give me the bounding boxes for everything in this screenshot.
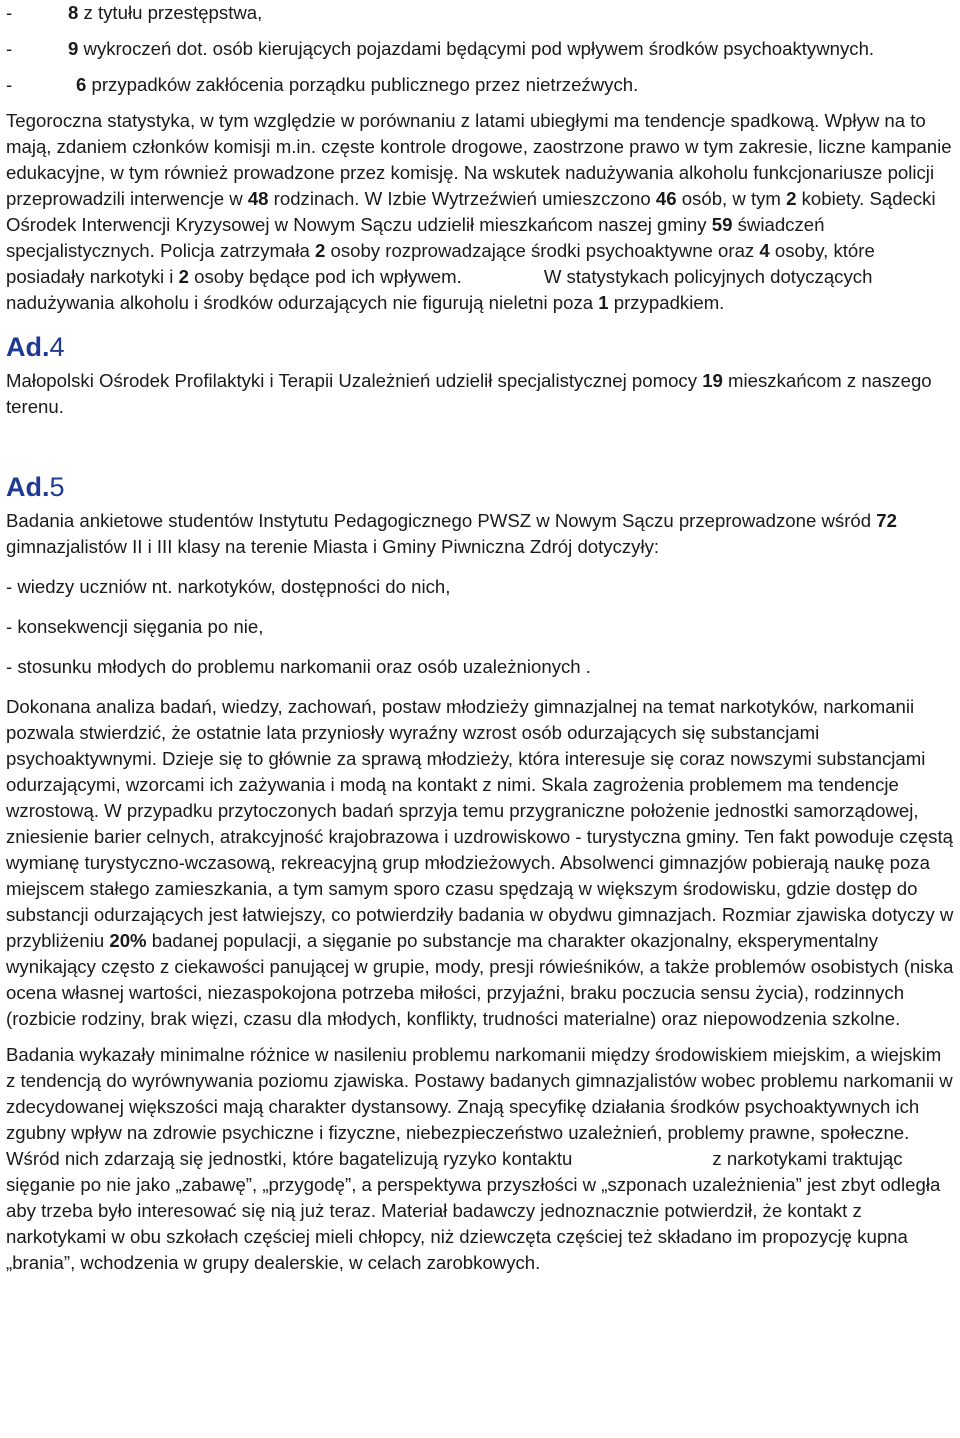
list-item: - stosunku młodych do problemu narkomanii oraz osób uzależnionych . — [6, 656, 591, 677]
list-dash: - — [6, 74, 13, 95]
list-item — [6, 72, 954, 98]
statistics-paragraph: Tegoroczna statystyka, w tym względzie w porównaniu z latami ubiegłymi ma tendencje spadkową. Wpływ na to mają, zdaniem członków komisji m.in. częste kontrole drogowe, zaostrzone prawo w tym zakresie, liczne kampanie edukacyjne, w tym również prowadzone przez komisję. Na wskutek nadużywania alkoholu funkcjonariusze policji przeprowadzili interwencje w 48 rodzinach. W Izbie Wytrzeźwień umieszczono 46 osób, w tym 2 kobiety. Sądecki Ośrodek Interwencji Kryzysowej w Nowym Sączu udzielił mieszkańcom naszej gminy 59 świadczeń specjalistycznych. Policja zatrzymała 2 osoby rozprowadzające środki psychoaktywne oraz 4 osoby, które posiadały narkotyki i 2 osoby będące pod ich wpływem. W statystykach policyjnych dotyczących nadużywania alkoholu i środków odurzających nie figurują nieletni poza 1 przypadkiem. — [6, 110, 952, 313]
list-dash: - — [6, 2, 13, 23]
list-item — [6, 36, 954, 62]
list-item — [6, 0, 954, 26]
list-item: - konsekwencji sięgania po nie, — [6, 616, 264, 637]
findings-paragraph: Badania wykazały minimalne różnice w nasileniu problemu narkomanii między środowiskiem miejskim, a wiejskim z tendencją do wyrównywania poziomu zjawiska. Postawy badanych gimnazjalistów wobec problemu narkomanii w zdecydowanej większości mają charakter dystansowy. Znają specyfikę działania środków psychoaktywnych ich zgubny wpływ na zdrowie psychiczne i fizyczne, niebezpieczeństwo uzależnień, problemy prawne, społeczne. Wśród nich zdarzają się jednostki, które bagatelizują ryzyko kontaktu z narkotykami traktując sięganie po nie jako „zabawę”, „przygodę”, a perspektywa przyszłości w „szponach uzależnienia” jest zbyt odległa aby trzeba było interesować się nią już teraz. Materiał badawczy jednoznacznie potwierdził, że kontakt z narkotykami w obu szkołach częściej mieli chłopcy, niż dziewczęta częściej też składano im propozycję kupna „brania”, wchodzenia w grupy dealerskie, w celach zarobkowych. — [6, 1044, 953, 1273]
analysis-paragraph: Dokonana analiza badań, wiedzy, zachowań, postaw młodzieży gimnazjalnej na temat narkotyków, narkomanii pozwala stwierdzić, że ostatnie lata przyniosły wyraźny wzrost osób odurzających się substancjami psychoaktywnymi. Dzieje się to głównie za sprawą młodzieży, która interesuje się coraz nowszymi substancjami odurzającymi, wzorcami ich zażywania i modą na kontakt z nimi. Skala zagrożenia problemem ma tendencje wzrostową. W przypadku przytoczonych badań sprzyja temu przygraniczne położenie jednostki samorządowej, zniesienie barier celnych, atrakcyjność krajobrazowa i uzdrowiskowo - turystyczna gminy. Ten fakt powoduje częstą wymianę turystyczno-wczasową, rekreacyjną grup młodzieżowych. Absolwenci gimnazjów pobierają naukę poza miejscem stałego zamieszkania, a tym samym sporo czasu spędzają w większym środowisku, gdzie dostęp do substancji odurzających jest łatwiejszy, co potwierdziły badania w obydwu gimnazjach. Rozmiar zjawiska dotyczy w przybliżeniu 20% badanej populacji, a sięganie po substancje ma charakter okazjonalny, eksperymentalny wynikający często z ciekawości panującej w grupie, mody, presji rówieśników, a także problemów osobistych (niska ocena własnej wartości, niezaspokojona potrzeba miłości, przyjaźni, braku poczucia sensu życia), rodzinnych (rozbicie rodziny, brak więzi, czasu dla młodych, konflikty, trudności materialne) oraz niepowodzenia szkolne. — [6, 696, 954, 1029]
list-number: 6 — [76, 74, 87, 95]
list-number: 9 — [68, 38, 79, 59]
list-dash: - — [6, 38, 13, 59]
list-text: z tytułu przestępstwa, — [78, 2, 263, 23]
ad5-list — [6, 574, 954, 680]
list-text: wykroczeń dot. osób kierujących pojazdami będącymi pod wpływem środków psychoaktywnych. — [78, 38, 875, 59]
top-list — [6, 0, 954, 98]
ad4-paragraph: Małopolski Ośrodek Profilaktyki i Terapii Uzależnień udzielił specjalistycznej pomocy 19 mieszkańcom z naszego terenu. — [6, 370, 932, 417]
list-text: przypadków zakłócenia porządku publicznego przez nietrzeźwych. — [86, 74, 639, 95]
section-heading-ad5: Ad.5 — [6, 472, 65, 502]
section-heading-ad4: Ad.4 — [6, 332, 65, 362]
list-number: 8 — [68, 2, 79, 23]
list-item: - wiedzy uczniów nt. narkotyków, dostępności do nich, — [6, 576, 451, 597]
ad5-intro-paragraph: Badania ankietowe studentów Instytutu Pedagogicznego PWSZ w Nowym Sączu przeprowadzone wśród 72 gimnazjalistów II i III klasy na terenie Miasta i Gminy Piwniczna Zdrój dotyczyły: — [6, 510, 897, 557]
